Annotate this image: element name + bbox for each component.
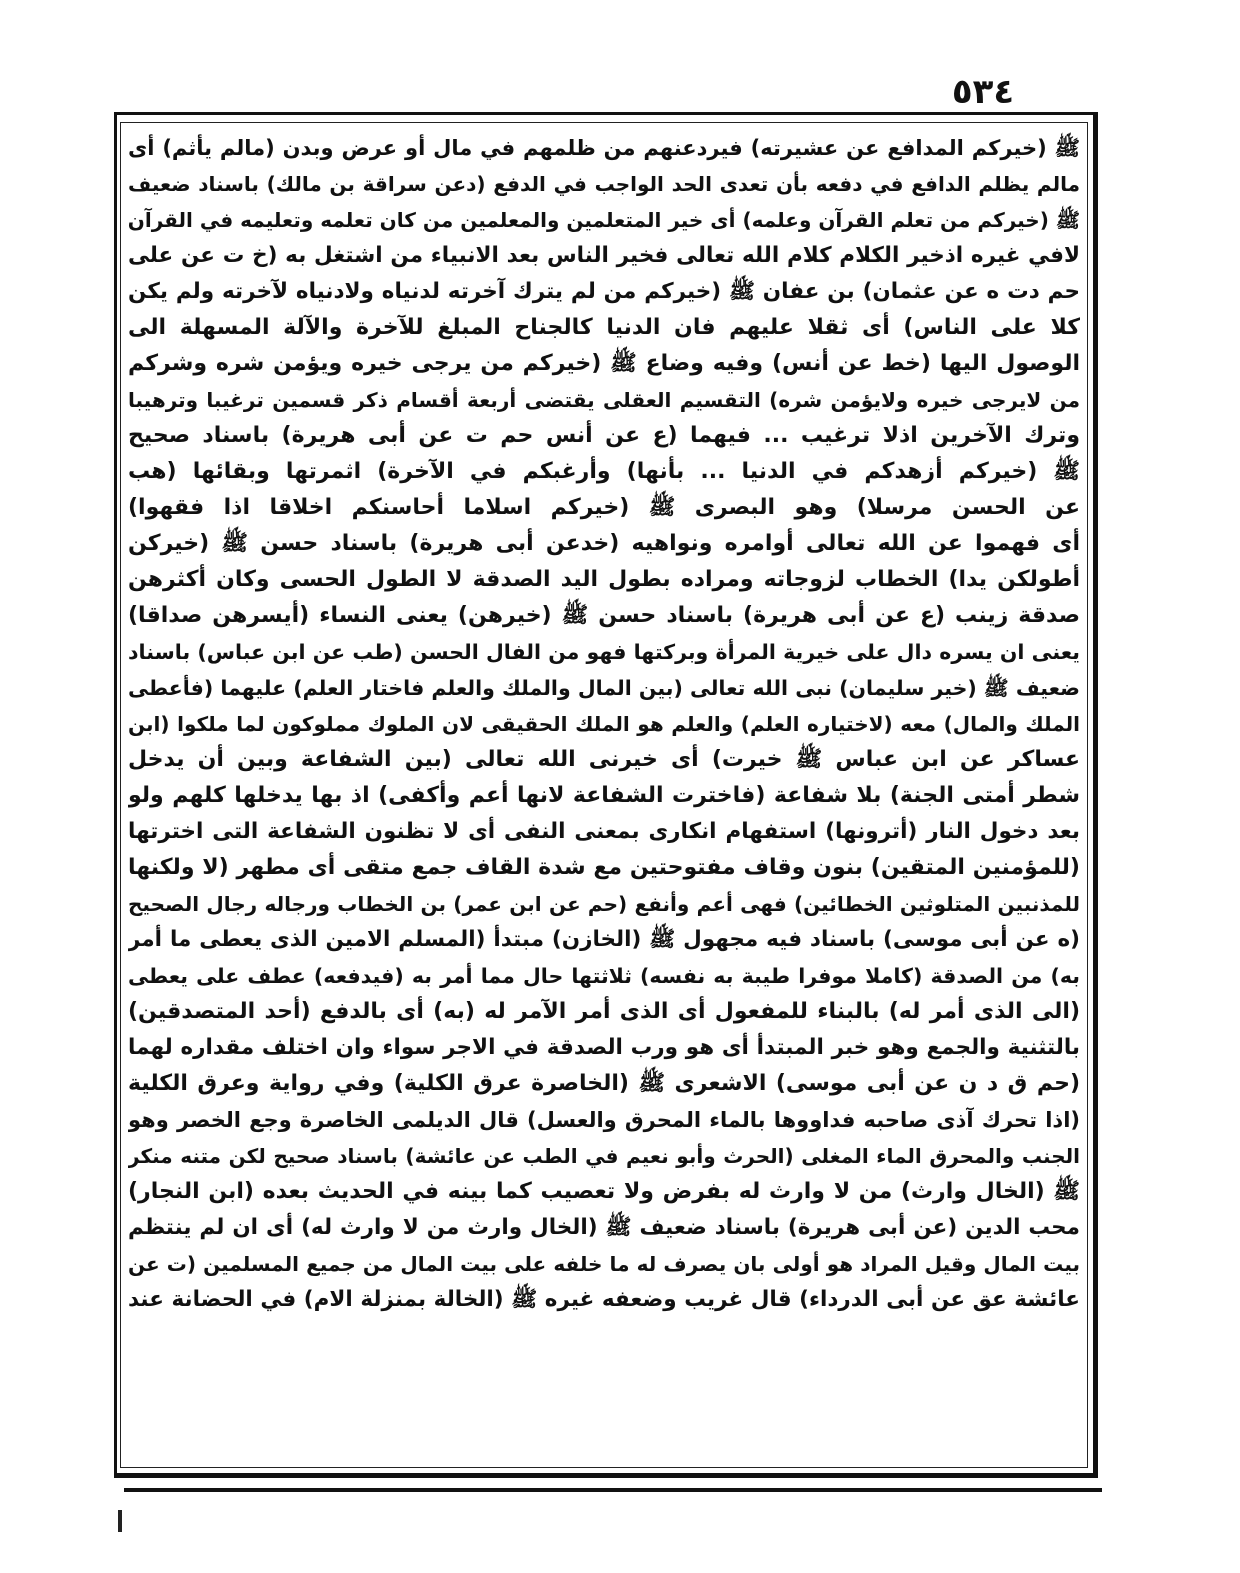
text-line: عساكر عن ابن عباس ﷺ خيرت) أى خيرنى الله تعالى (بين الشفاعة وبين أن يدخل <box>128 747 1080 772</box>
text-line: من لايرجى خيره ولايؤمن شره) التقسيم العقلى يقتضى أربعة أقسام ذكر قسمين ترغيبا وترهيبا <box>128 388 1080 412</box>
text-line: محب الدين (عن أبى هريرة) باسناد ضعيف ﷺ (الخال وارث من لا وارث له) أى ان لم ينتظم <box>128 1215 1080 1240</box>
text-line: يعنى ان يسره دال على خيرية المرأة وبركتها فهو من الفال الحسن (طب عن ابن عباس) باسناد <box>128 640 1080 664</box>
text-line: لافي غيره اذخير الكلام كلام الله تعالى فخير الناس بعد الانبياء من اشتغل به (خ ت عن على <box>128 243 1080 268</box>
text-line: حم دت ه عن عثمان) بن عفان ﷺ (خيركم من لم يترك آخرته لدنياه ولادنياه لآخرته ولم يكن <box>128 279 1080 304</box>
text-line: (اذا تحرك آذى صاحبه فداووها بالماء المحرق والعسل) قال الديلمى الخاصرة وجع الخصر وهو <box>128 1108 1080 1132</box>
text-line: الجنب والمحرق الماء المغلى (الحرث وأبو نعيم في الطب عن عائشة) باسناد صحيح لكن متنه منكر <box>128 1144 1080 1168</box>
text-line: بيت المال وقيل المراد هو أولى بان يصرف له ما خلفه على بيت المال من جميع المسلمين (ت عن <box>128 1252 1080 1276</box>
text-line: شطر أمتى الجنة) بلا شفاعة (فاخترت الشفاعة لانها أعم وأكفى) اذ بها يدخلها كلهم ولو <box>128 783 1080 808</box>
text-line: أى فهموا عن الله تعالى أوامره ونواهيه (خدعن أبى هريرة) باسناد حسن ﷺ (خيركن <box>128 531 1080 556</box>
text-line: الملك والمال) معه (لاختياره العلم) والعلم هو الملك الحقيقى لان الملوك مملوكون لما ملكوا (ابن <box>128 712 1080 736</box>
bottom-rule <box>124 1488 1102 1492</box>
text-line: ﷺ (خيركم من تعلم القرآن وعلمه) أى خير المتعلمين والمعلمين من كان تعلمه وتعليمه في القرآن <box>128 208 1080 232</box>
text-line: بالتثنية والجمع وهو خبر المبتدأ أى هو ورب الصدقة في الاجر سواء وان اختلف مقداره لهما <box>128 1035 1080 1060</box>
text-line: صدقة زينب (ع عن أبى هريرة) باسناد حسن ﷺ (خيرهن) يعنى النساء (أيسرهن صداقا) <box>128 603 1080 628</box>
text-line: ﷺ (خيركم أزهدكم في الدنيا ... بأنها) وأرغبكم في الآخرة) اثمرتها وبقائها (هب <box>128 459 1080 484</box>
text-line: الوصول اليها (خط عن أنس) وفيه وضاع ﷺ (خيركم من يرجى خيره ويؤمن شره وشركم <box>128 351 1080 376</box>
text-line <box>128 1318 1080 1354</box>
text-line: (حم ق د ن عن أبى موسى) الاشعرى ﷺ (الخاصرة عرق الكلية) وفي رواية وعرق الكلية <box>128 1071 1080 1096</box>
page-number: ٥٣٤ <box>951 72 1015 112</box>
corner-mark <box>118 1510 122 1532</box>
text-line: كلا على الناس) أى ثقلا عليهم فان الدنيا كالجناح المبلغ للآخرة والآلة المسهلة الى <box>128 315 1080 340</box>
text-line: بعد دخول النار (أترونها) استفهام انكارى بمعنى النفى أى لا تظنون الشفاعة التى اخترتها <box>128 819 1080 844</box>
text-line: عائشة عق عن أبى الدرداء) قال غريب وضعفه غيره ﷺ (الخالة بمنزلة الام) في الحضانة عند <box>128 1287 1080 1312</box>
text-line: ضعيف ﷺ (خير سليمان) نبى الله تعالى (بين المال والملك والعلم فاختار العلم) عليهما (فأعطى <box>128 676 1080 700</box>
text-line: للمذنبين المتلوثين الخطائين) فهى أعم وأنفع (حم عن ابن عمر) بن الخطاب ورجاله رجال الصحيح <box>128 892 1080 916</box>
text-line: (للمؤمنين المتقين) بنون وقاف مفتوحتين مع شدة القاف جمع متقى أى مطهر (لا ولكنها <box>128 855 1080 880</box>
text-line: وترك الآخرين اذلا ترغيب ... فيهما (ع عن أنس حم ت عن أبى هريرة) باسناد صحيح <box>128 423 1080 448</box>
text-line: به) من الصدقة (كاملا موفرا طيبة به نفسه) ثلاثتها حال مما أمر به (فيدفعه) عطف على يعطى <box>128 964 1080 988</box>
text-line: (ه عن أبى موسى) باسناد فيه مجهول ﷺ (الخازن) مبتدأ (المسلم الامين الذى يعطى ما أمر <box>128 927 1080 952</box>
text-line: مالم يظلم الدافع في دفعه بأن تعدى الحد الواجب في الدفع (دعن سراقة بن مالك) باسناد ضعيف <box>128 172 1080 196</box>
text-line: ﷺ (الخال وارث) من لا وارث له بفرض ولا تعصيب كما بينه في الحديث بعده (ابن النجار) <box>128 1179 1080 1204</box>
text-line: عن الحسن مرسلا) وهو البصرى ﷺ (خيركم اسلاما أحاسنكم اخلاقا اذا فقهوا) <box>128 495 1080 520</box>
text-line: أطولكن يدا) الخطاب لزوجاته ومراده بطول اليد الصدقة لا الطول الحسى وكان أكثرهن <box>128 567 1080 592</box>
text-line: (الى الذى أمر له) بالبناء للمفعول أى الذى أمر الآمر له (به) أى بالدفع (أحد المتصدقين) <box>128 999 1080 1024</box>
text-line: ﷺ (خيركم المدافع عن عشيرته) فيردعنهم من ظلمهم في مال أو عرض وبدن (مالم يأثم) أى <box>128 136 1080 160</box>
commentary-text-block <box>128 130 1080 1470</box>
